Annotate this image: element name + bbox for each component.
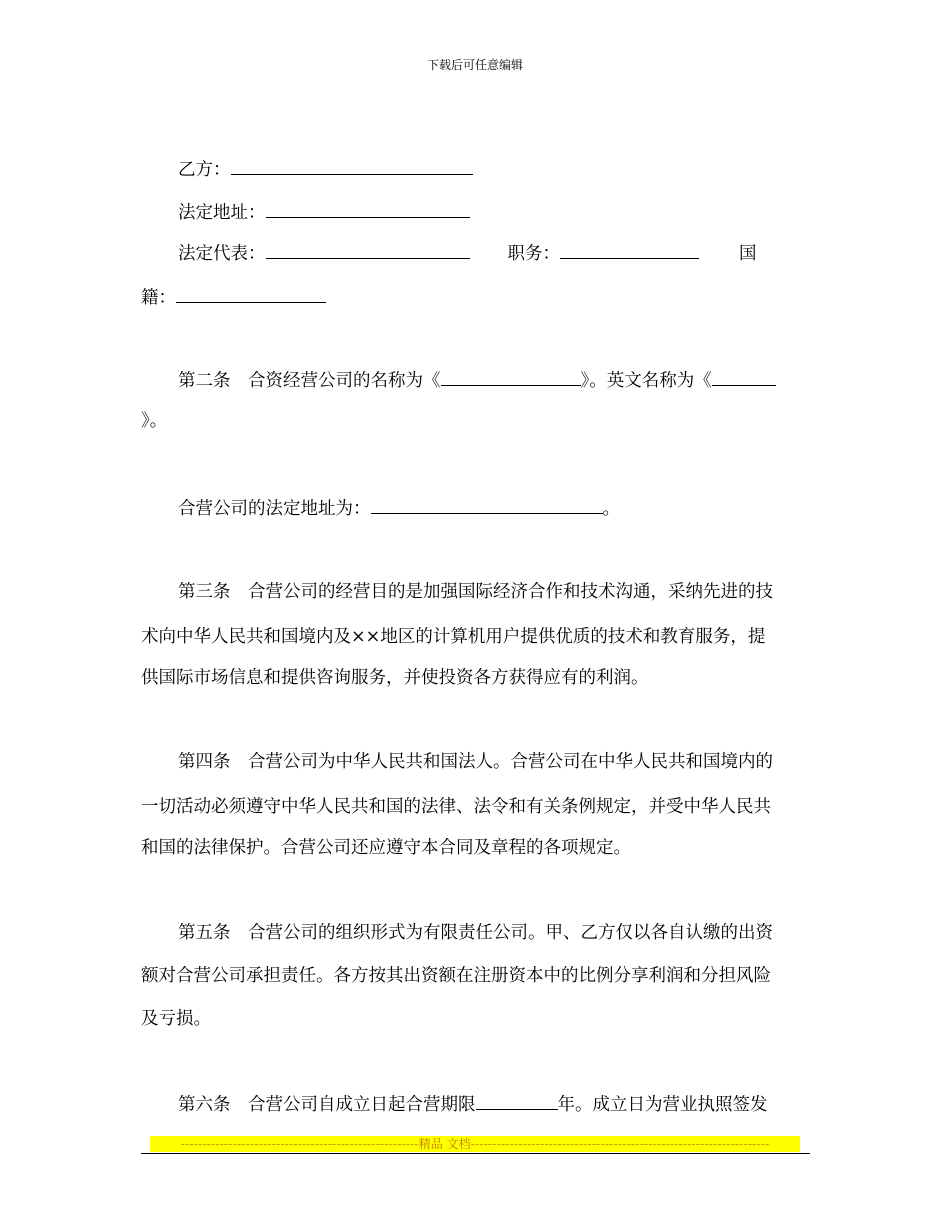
article4-line2: 一切活动必须遵守中华人民共和国的法律、法令和有关条例规定，并受中华人民共: [141, 797, 771, 817]
party-b-rep-line: [141, 242, 850, 264]
article6-text-a: 第六条 合营公司自成立日起合营期限: [178, 1095, 476, 1115]
company-address-blank: [371, 497, 603, 514]
party-b-blank: [231, 158, 473, 175]
position-blank: [560, 242, 699, 259]
party-b-address-line: [141, 201, 850, 223]
article5-line3: 及亏损。: [141, 1009, 211, 1029]
footer-label: 精品 文档: [418, 1137, 471, 1151]
company-address-line: [141, 497, 850, 519]
article2-text-b: 》。英文名称为《: [580, 371, 712, 391]
article2-text-c: 》。: [141, 411, 168, 431]
article5-line1: 第五条 合营公司的组织形式为有限责任公司。甲、乙方仅以各自认缴的出资: [178, 923, 773, 943]
article3-line1: 第三条 合营公司的经营目的是加强国际经济合作和技术沟通，采纳先进的技: [178, 582, 773, 602]
party-b-nationality-line: [141, 286, 813, 308]
nationality-label-part2: 籍：: [141, 288, 176, 308]
article2-line1: [141, 369, 850, 391]
position-label: 职务：: [507, 244, 560, 264]
article2-line2: [141, 411, 813, 431]
address-label: 法定地址：: [178, 203, 266, 223]
rep-blank: [266, 242, 470, 259]
article4-line3: 和国的法律保护。合营公司还应遵守本合同及章程的各项规定。: [141, 838, 631, 858]
page-header-note: 下载后可任意编辑: [426, 58, 523, 72]
footer-rule: [141, 1153, 810, 1154]
article5-line2: 额对合营公司承担责任。各方按其出资额在注册资本中的比例分享利润和分担风险: [141, 966, 771, 986]
address-blank: [266, 201, 470, 218]
article6-text-b: 年。成立日为营业执照签发: [557, 1095, 768, 1115]
footer-dashes-left: -------------------------------------------------------: [180, 1137, 419, 1151]
nationality-blank: [176, 286, 326, 303]
article3-line2: 术向中华人民共和国境内及××地区的计算机用户提供优质的技术和教育服务，提: [141, 627, 766, 647]
article4-line1: 第四条 合营公司为中华人民共和国法人。合营公司在中华人民共和国境内的: [178, 752, 773, 772]
company-name-blank: [441, 369, 581, 386]
english-name-blank: [712, 369, 776, 386]
article6-line1: [141, 1093, 850, 1115]
party-b-label: 乙方：: [178, 160, 231, 180]
footer-banner: [150, 1136, 800, 1152]
rep-label: 法定代表：: [178, 244, 266, 264]
footer-dashes-right: ---------------------------------------------------------------------: [470, 1137, 770, 1151]
term-years-blank: [476, 1093, 558, 1110]
company-address-end: 。: [602, 499, 620, 519]
article3-line3: 供国际市场信息和提供咨询服务，并使投资各方获得应有的利润。: [141, 668, 649, 688]
nationality-label-part1: 国: [739, 244, 757, 264]
party-b-line: [141, 158, 850, 180]
company-address-label: 合营公司的法定地址为：: [178, 499, 371, 519]
article2-text-a: 第二条 合资经营公司的名称为《: [178, 371, 441, 391]
